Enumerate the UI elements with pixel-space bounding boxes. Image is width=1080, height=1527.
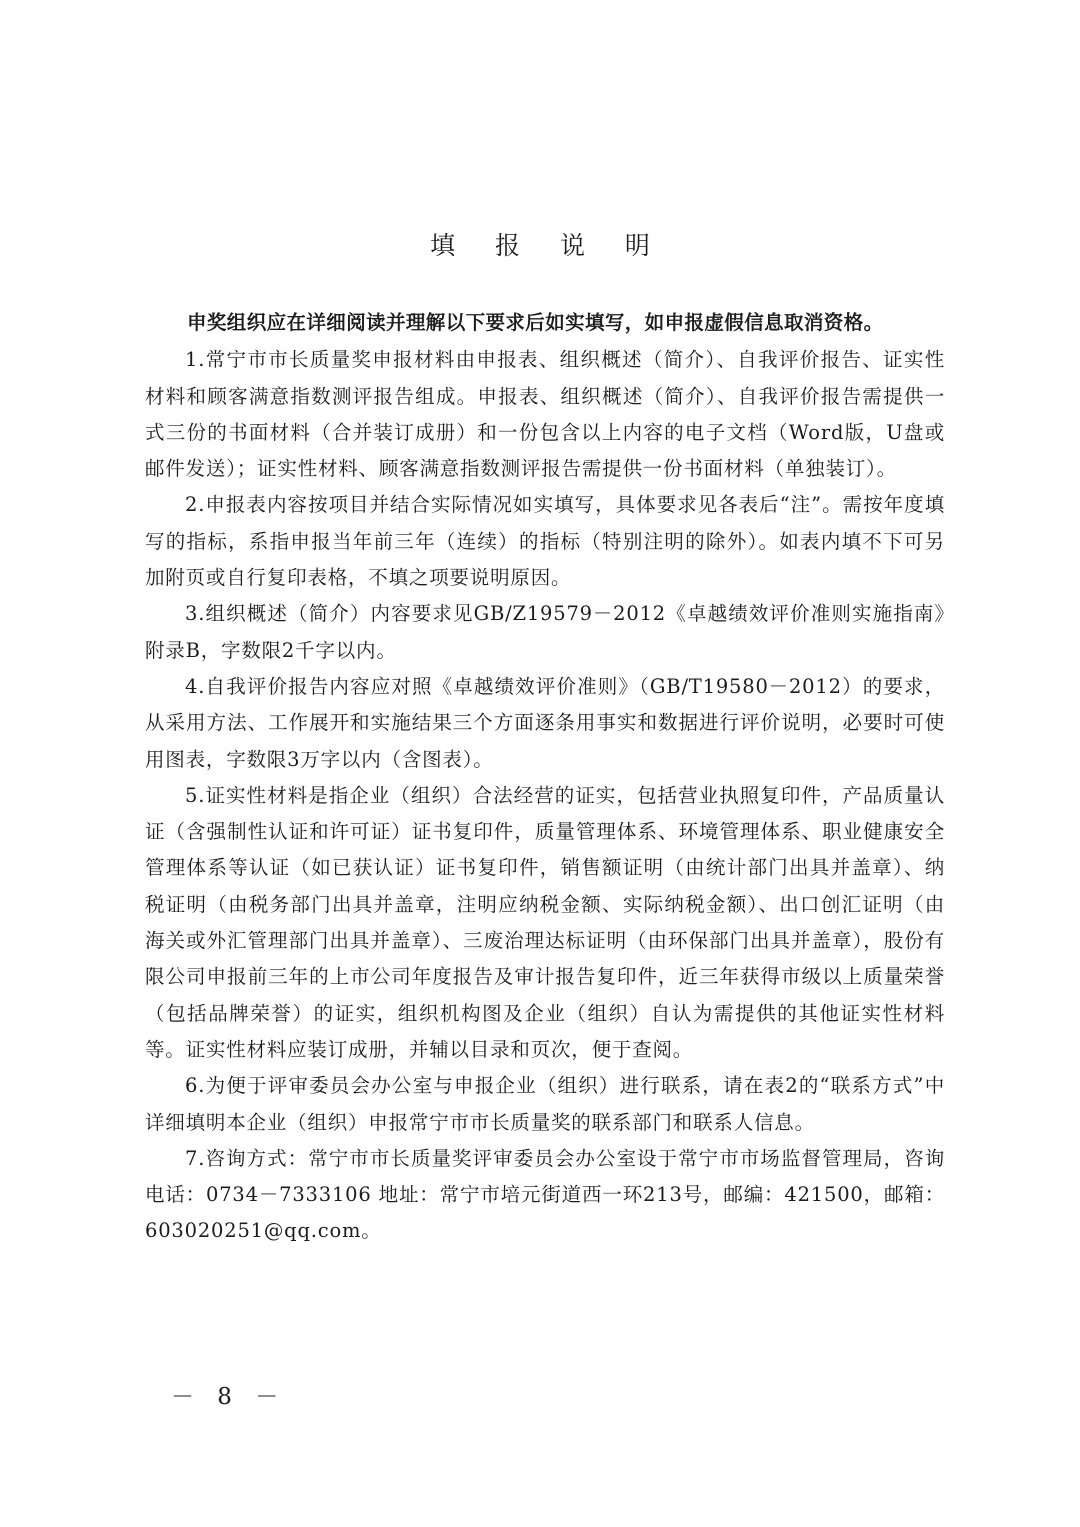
- document-body: [145, 305, 945, 1250]
- page-number: － 8 －: [171, 1384, 287, 1410]
- item-7: 7.咨询方式：常宁市市长质量奖评审委员会办公室设于常宁市市场监督管理局，咨询电话：0734－7333106 地址：常宁市培元街道西一环213号，邮编：421500，邮箱：603020251@qq.com。: [145, 1146, 945, 1243]
- document-title: 填 报 说 明: [430, 231, 666, 260]
- item-6: 6.为便于评审委员会办公室与申报企业（组织）进行联系，请在表2的“联系方式”中详细填明本企业（组织）申报常宁市市长质量奖的联系部门和联系人信息。: [145, 1074, 945, 1134]
- item-5: 5.证实性材料是指企业（组织）合法经营的证实，包括营业执照复印件，产品质量认证（含强制性认证和许可证）证书复印件，质量管理体系、环境管理体系、职业健康安全管理体系等认证（如已获认证）证书复印件，销售额证明（由统计部门出具并盖章）、纳税证明（由税务部门出具并盖章，注明应纳税金额、实际纳税金额）、出口创汇证明（由海关或外汇管理部门出具并盖章）、三废治理达标证明（由环保部门出具并盖章），股份有限公司申报前三年的上市公司年度报告及审计报告复印件，近三年获得市级以上质量荣誉（包括品牌荣誉）的证实，组织机构图及企业（组织）自认为需提供的其他证实性材料等。证实性材料应装订成册，并辅以目录和页次，便于查阅。: [145, 783, 945, 1061]
- item-3: 3.组织概述（简介）内容要求见GB/Z19579－2012《卓越绩效评价准则实施指南》附录B，字数限2千字以内。: [145, 602, 945, 662]
- item-1: 1.常宁市市长质量奖申报材料由申报表、组织概述（简介）、自我评价报告、证实性材料和顾客满意指数测评报告组成。申报表、组织概述（简介）、自我评价报告需提供一式三份的书面材料（合并装订成册）和一份包含以上内容的电子文档（Word版，U盘或邮件发送）；证实性材料、顾客满意指数测评报告需提供一份书面材料（单独装订）。: [145, 348, 945, 481]
- item-4: 4.自我评价报告内容应对照《卓越绩效评价准则》（GB/T19580－2012）的要求，从采用方法、工作展开和实施结果三个方面逐条用事实和数据进行评价说明，必要时可使用图表，字数限3万字以内（含图表）。: [145, 674, 945, 771]
- item-2: 2.申报表内容按项目并结合实际情况如实填写，具体要求见各表后“注”。需按年度填写的指标，系指申报当年前三年（连续）的指标（特别注明的除外）。如表内填不下可另加附页或自行复印表格，不填之项要说明原因。: [145, 493, 945, 590]
- lead-statement: 申奖组织应在详细阅读并理解以下要求后如实填写，如申报虚假信息取消资格。: [187, 311, 884, 334]
